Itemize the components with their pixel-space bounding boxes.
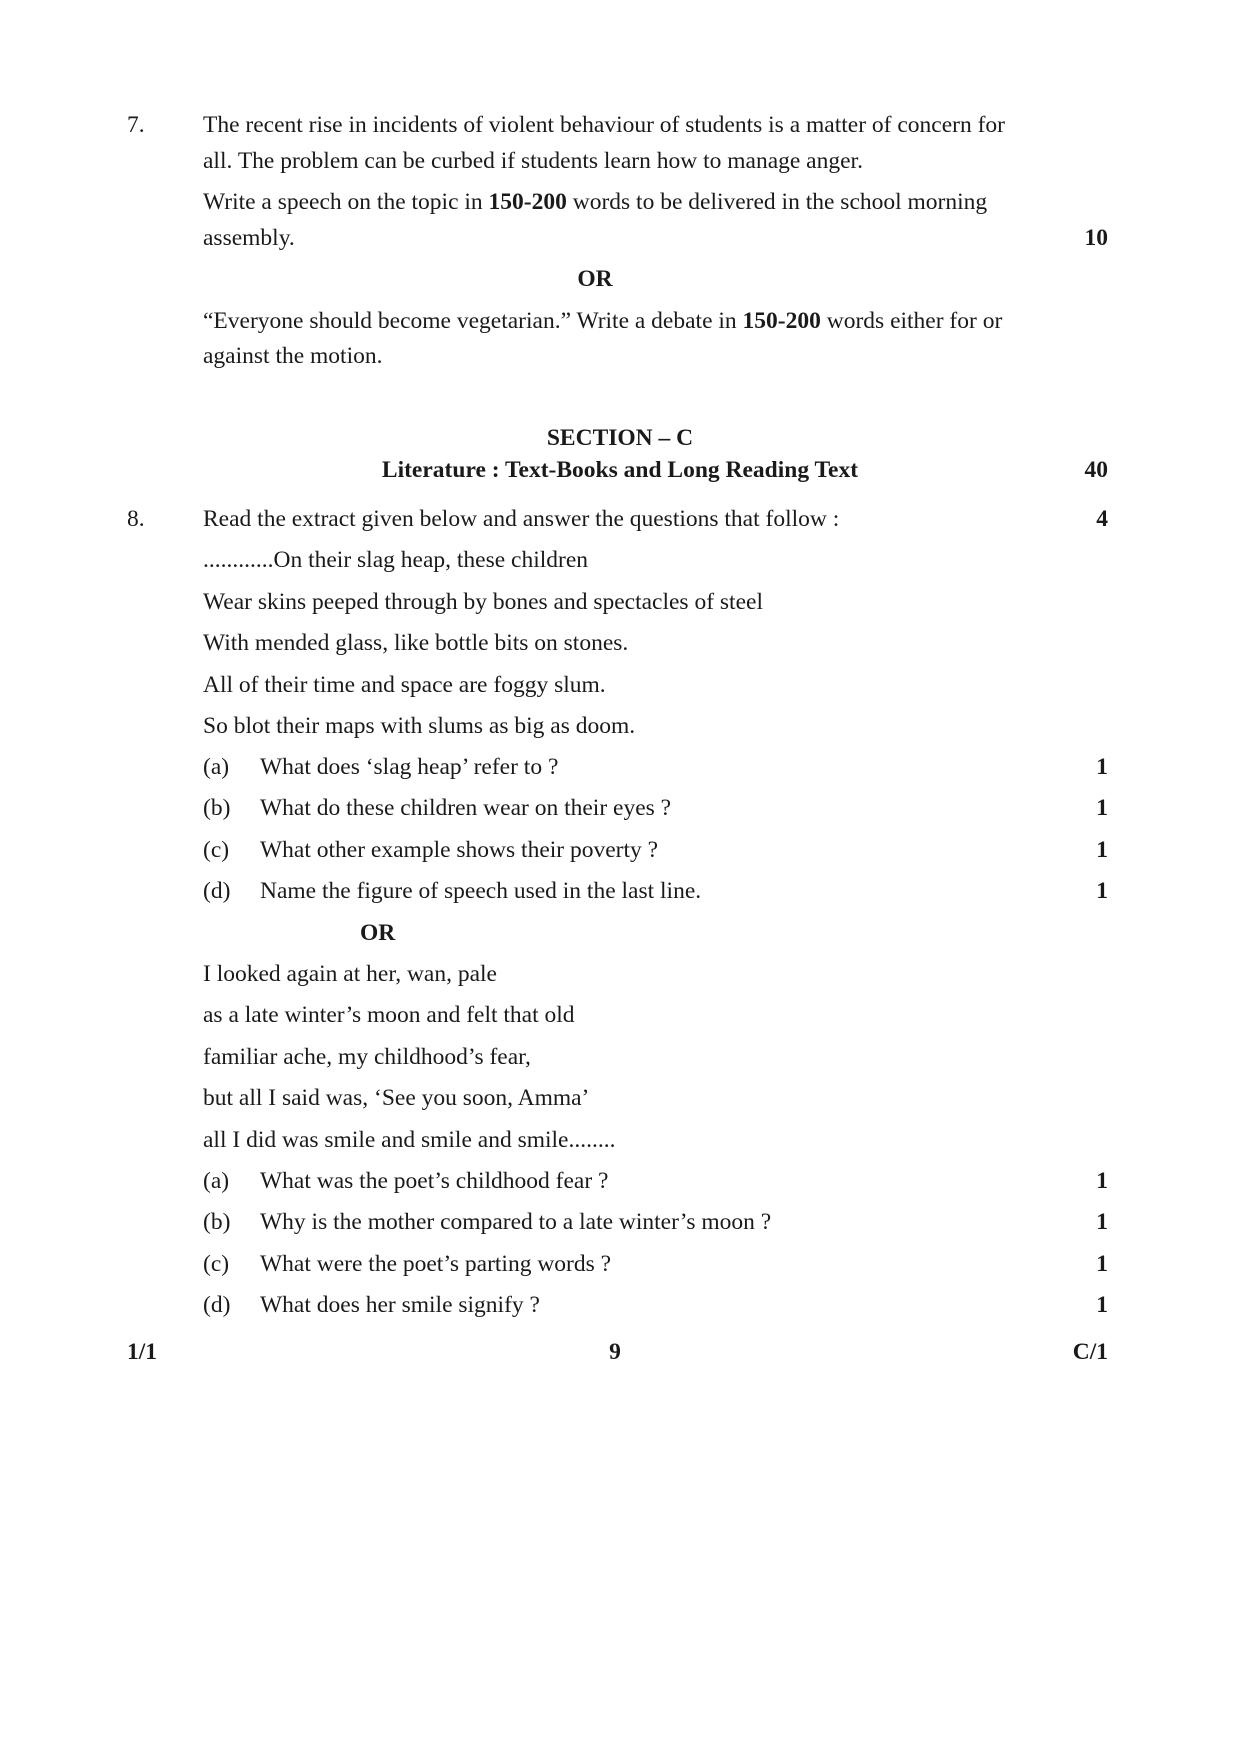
instruction-text: Write a speech on the topic in [203,189,489,215]
sub-question-text: What other example shows their poverty ? [260,837,659,863]
word-limit: 150-200 [488,189,567,215]
sub-question-marks: 1 [1096,878,1108,904]
question-7-or: OR [577,266,613,292]
sub-question-label: (c) [203,1251,230,1277]
alt-text: words either for or [820,308,1003,334]
question-7-marks: 10 [1084,225,1108,251]
sub-question-label: (b) [203,795,231,821]
sub-question-marks: 1 [1096,795,1108,821]
extract-2-line: I looked again at her, wan, pale [203,961,497,987]
sub-question-marks: 1 [1096,1251,1108,1277]
question-8-prompt: Read the extract given below and answer the questions that follow : [203,506,840,532]
extract-2-line: all I did was smile and smile and smile........ [203,1127,616,1153]
footer-code-right: C/1 [1072,1339,1108,1365]
alt-text: “Everyone should become vegetarian.” Write a debate in [203,308,743,334]
sub-question-label: (b) [203,1209,231,1235]
sub-question-label: (d) [203,878,231,904]
sub-question-marks: 1 [1096,1168,1108,1194]
section-subtitle: Literature : Text-Books and Long Reading Text [381,457,859,483]
sub-question-text: Name the figure of speech used in the last line. [260,878,702,904]
sub-question-marks: 1 [1096,1209,1108,1235]
sub-question-label: (c) [203,837,230,863]
section-marks: 40 [1084,457,1108,483]
extract-1-line: All of their time and space are foggy slum. [203,672,606,698]
sub-question-marks: 1 [1096,837,1108,863]
word-limit: 150-200 [742,308,821,334]
question-7-instruction-line-1 [203,189,987,216]
sub-question-marks: 1 [1096,754,1108,780]
question-7-number: 7. [127,112,145,138]
sub-question-label: (a) [203,1168,230,1194]
instruction-text: words to be delivered in the school morning [566,189,988,215]
question-7-alt-line-2: against the motion. [203,343,383,369]
sub-question-text: What were the poet’s parting words ? [260,1251,612,1277]
question-7-text-line-1: The recent rise in incidents of violent behaviour of students is a matter of concern for [203,112,1005,138]
page-number: 9 [609,1339,621,1365]
question-7-instruction-line-2: assembly. [203,225,295,251]
sub-question-marks: 1 [1096,1292,1108,1318]
sub-question-label: (a) [203,754,230,780]
question-7-text-line-2: all. The problem can be curbed if students learn how to manage anger. [203,148,863,174]
question-8-marks: 4 [1096,506,1108,532]
extract-1-line: Wear skins peeped through by bones and spectacles of steel [203,589,763,615]
question-8-number: 8. [127,506,145,532]
sub-question-text: What does her smile signify ? [260,1292,540,1318]
extract-2-line: as a late winter’s moon and felt that old [203,1002,575,1028]
footer-code-left: 1/1 [127,1339,158,1365]
sub-question-text: Why is the mother compared to a late winter’s moon ? [260,1209,772,1235]
extract-1-line: So blot their maps with slums as big as doom. [203,713,636,739]
sub-question-text: What does ‘slag heap’ refer to ? [260,754,559,780]
question-7-alt-line-1 [203,308,1002,335]
extract-1-line: With mended glass, like bottle bits on stones. [203,630,629,656]
sub-question-text: What was the poet’s childhood fear ? [260,1168,609,1194]
extract-2-line: but all I said was, ‘See you soon, Amma’ [203,1085,590,1111]
extract-1-line: ............On their slag heap, these children [203,547,589,573]
extract-2-line: familiar ache, my childhood’s fear, [203,1044,531,1070]
sub-question-text: What do these children wear on their eyes ? [260,795,672,821]
question-8-or: OR [360,920,396,946]
section-title: SECTION – C [546,425,694,451]
sub-question-label: (d) [203,1292,231,1318]
